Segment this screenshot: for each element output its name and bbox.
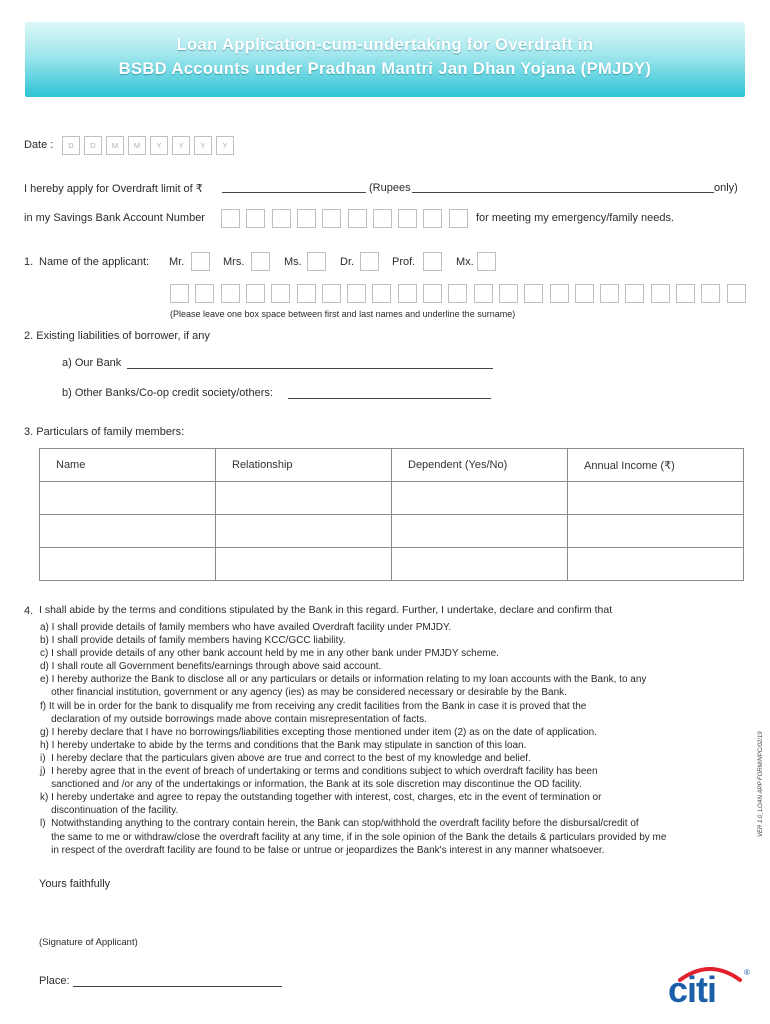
registered-mark: ® [744,968,750,977]
date-label: Date : [24,139,54,151]
name-character-box[interactable] [271,284,290,303]
other-banks-field[interactable] [288,398,491,399]
title-label: Mr. [169,256,185,268]
account-digit-box[interactable] [272,209,291,228]
account-digit-box[interactable] [322,209,341,228]
table-cell[interactable] [216,548,392,581]
term-line: sanctioned and /or any of the undertakings or information, the Bank at its sole discretion may discontinue the OD facility. [40,779,582,791]
term-line: f) It will be in order for the bank to disqualify me from receiving any credit facilities from the Bank in case it is proved that the [40,700,587,712]
account-digit-box[interactable] [348,209,367,228]
name-character-box[interactable] [625,284,644,303]
item-1-number: 1. [24,256,34,268]
column-header-dependent: Dependent (Yes/No) [392,449,568,482]
date-digit-box[interactable]: M [106,136,124,155]
term-line: l) Notwithstanding anything to the contrary contain herein, the Bank can stop/withhold the overdraft facility before the disbursal/credit of [40,818,639,830]
name-character-box[interactable] [524,284,543,303]
term-line: j) I hereby agree that in the event of breach of undertaking or terms and conditions subject to which overdraft facility has been [40,766,598,778]
account-digit-box[interactable] [297,209,316,228]
rupees-label: (Rupees [369,182,411,194]
date-digit-box[interactable]: D [84,136,102,155]
account-digit-box[interactable] [449,209,468,228]
title-label: Mx. [456,256,474,268]
table-header-row [40,449,744,482]
applicant-name-label: Name of the applicant: [39,256,150,268]
name-character-box[interactable] [474,284,493,303]
term-line: other financial institution, government or any agency (ies) as may be considered necessary or desirable by the Bank. [40,687,567,699]
account-number-label: in my Savings Bank Account Number [24,212,205,224]
table-cell[interactable] [216,482,392,515]
terms-list [40,621,666,857]
column-header-name: Name [40,449,216,482]
table-cell[interactable] [568,515,744,548]
overdraft-limit-label: I hereby apply for Overdraft limit of ₹ [24,183,203,195]
table-row [40,482,744,515]
place-label: Place: [39,975,70,987]
table-cell[interactable] [568,548,744,581]
date-digit-box[interactable]: Y [194,136,212,155]
term-line: i) I hereby declare that the particulars given above are true and correct to the best of my knowledge and belief. [40,752,531,764]
name-character-box[interactable] [195,284,214,303]
title-label: Ms. [284,256,302,268]
account-digit-box[interactable] [373,209,392,228]
table-cell[interactable] [392,515,568,548]
title-checkbox[interactable] [307,252,326,271]
date-digit-box[interactable]: M [128,136,146,155]
table-cell[interactable] [40,548,216,581]
citi-logo-text: citi [668,969,717,1010]
name-character-box[interactable] [170,284,189,303]
table-row [40,515,744,548]
name-character-box[interactable] [651,284,670,303]
term-line: h) I hereby undertake to abide by the terms and conditions that the Bank may stipulate in sanction of this loan. [40,739,527,751]
our-bank-field[interactable] [127,368,493,369]
emergency-needs-label: for meeting my emergency/family needs. [476,212,675,224]
term-line: g) I hereby declare that I have no borrowings/liabilities excepting those mentioned under item (2) as on the date of application. [40,726,597,738]
name-character-box[interactable] [575,284,594,303]
name-character-box[interactable] [221,284,240,303]
name-character-box[interactable] [398,284,417,303]
form-title-banner [25,22,745,97]
other-banks-label: b) Other Banks/Co-op credit society/others: [62,387,273,399]
name-character-box[interactable] [322,284,341,303]
table-cell[interactable] [392,482,568,515]
name-character-box[interactable] [701,284,720,303]
title-checkbox[interactable] [360,252,379,271]
table-cell[interactable] [40,482,216,515]
name-format-note: (Please leave one box space between first and last names and underline the surname) [170,309,516,319]
name-character-box[interactable] [423,284,442,303]
account-digit-box[interactable] [423,209,442,228]
rupees-in-words-field[interactable] [412,192,714,193]
only-label: only) [714,182,738,194]
family-heading: 3. Particulars of family members: [24,426,185,438]
signature-label: (Signature of Applicant) [39,937,138,948]
column-header-annual-income: Annual Income (₹) [568,449,744,482]
term-line: d) I shall route all Government benefits/earnings through above said account. [40,661,382,673]
title-label: Mrs. [223,256,245,268]
table-cell[interactable] [40,515,216,548]
form-title-line-1: Loan Application-cum-undertaking for Overdraft in [176,36,594,54]
terms-intro: I shall abide by the terms and conditions stipulated by the Bank in this regard. Further, I undertake, declare and confirm that [39,604,613,616]
term-line: a) I shall provide details of family members who have availed Overdraft facility under PMJDY. [40,622,452,633]
place-field[interactable] [73,986,282,987]
table-cell[interactable] [392,548,568,581]
name-character-box[interactable] [448,284,467,303]
form-version-code: VER 1.0_LOAN APP FORM/NPC/02/19 [758,731,764,837]
term-line: declaration of my outside borrowings made above contain misrepresentation of facts. [40,713,427,725]
account-digit-box[interactable] [246,209,265,228]
title-label: Prof. [392,256,416,268]
liabilities-heading: 2. Existing liabilities of borrower, if any [24,330,210,342]
term-line: discontinuation of the facility. [40,805,179,817]
overdraft-limit-field[interactable] [222,192,366,193]
term-line: b) I shall provide details of family members having KCC/GCC liability. [40,635,346,647]
term-line: the same to me or withdraw/close the overdraft facility at any time, if in the sole opinion of the Bank the details & particulars provided by me [40,831,667,843]
name-character-box[interactable] [600,284,619,303]
title-checkbox[interactable] [477,252,496,271]
form-title-line-2: BSBD Accounts under Pradhan Mantri Jan Dhan Yojana (PMJDY) [118,60,652,78]
title-checkbox[interactable] [251,252,270,271]
name-character-box[interactable] [499,284,518,303]
date-digit-box[interactable]: Y [150,136,168,155]
term-line: c) I shall provide details of any other bank account held by me in any other bank under PMJDY scheme. [40,648,499,660]
term-line: in respect of the overdraft facility are found to be false or untrue or jeopardizes the Bank's interest in any manner whatsoever. [40,844,605,856]
column-header-relationship: Relationship [216,449,392,482]
table-cell[interactable] [216,515,392,548]
account-digit-box[interactable] [221,209,240,228]
title-label: Dr. [340,256,355,268]
title-checkbox[interactable] [423,252,442,271]
name-character-box[interactable] [727,284,746,303]
term-line: k) I hereby undertake and agree to repay the outstanding together with interest, cost, charges, etc in the event of termination or [40,792,602,804]
citi-logo [668,962,752,1012]
date-digit-box[interactable]: Y [172,136,190,155]
term-line: e) I hereby authorize the Bank to disclose all or any particulars or details or information relating to my loan accounts with the Bank, to any [40,674,647,686]
name-character-box[interactable] [347,284,366,303]
date-digit-box[interactable]: Y [216,136,234,155]
name-character-box[interactable] [246,284,265,303]
name-character-box[interactable] [676,284,695,303]
yours-faithfully: Yours faithfully [39,878,111,890]
account-digit-box[interactable] [398,209,417,228]
title-checkbox[interactable] [191,252,210,271]
name-character-box[interactable] [372,284,391,303]
table-row [40,548,744,581]
date-digit-box[interactable]: D [62,136,80,155]
table-cell[interactable] [568,482,744,515]
name-character-box[interactable] [550,284,569,303]
item-4-number: 4. [24,605,34,617]
name-character-box[interactable] [297,284,316,303]
family-members-table [39,448,744,581]
our-bank-label: a) Our Bank [62,357,122,369]
